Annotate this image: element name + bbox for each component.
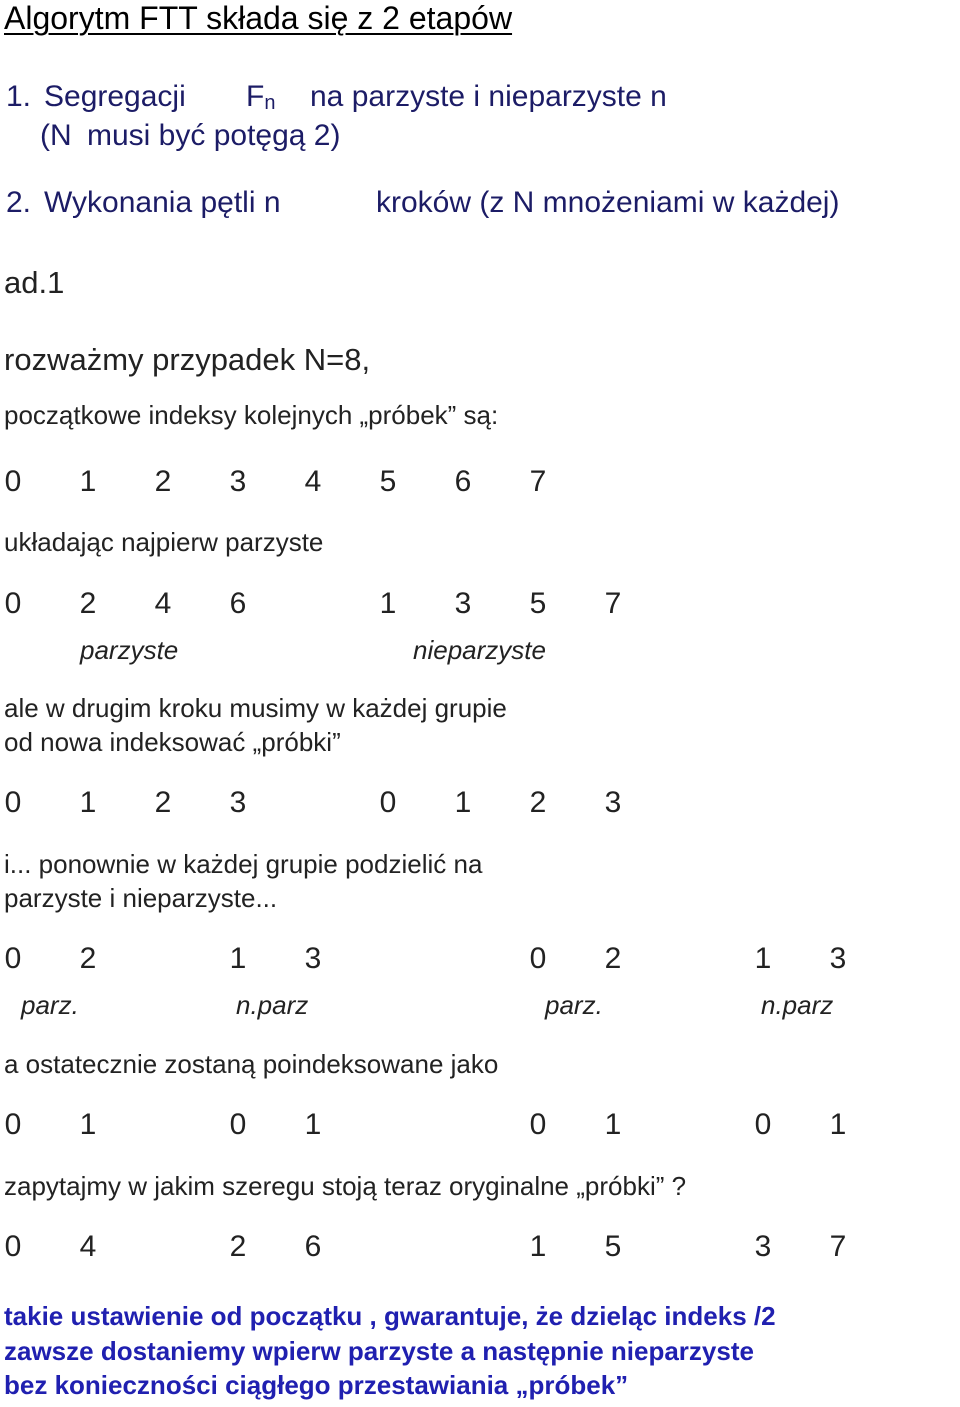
index-cell: 1	[604, 1108, 622, 1141]
index-cell: 3	[229, 786, 247, 819]
step-1-subscript: n	[264, 92, 276, 114]
even-first-text: układając najpierw parzyste	[4, 527, 324, 557]
step-1-note-open: (N	[40, 119, 72, 152]
case-heading: rozważmy przypadek N=8,	[4, 342, 371, 377]
index-cell: 1	[454, 786, 472, 819]
reindex-text-line-2: od nowa indeksować „próbki”	[4, 727, 341, 757]
index-cell: 3	[304, 942, 322, 975]
index-cell: 4	[154, 587, 172, 620]
index-cell: 2	[604, 942, 622, 975]
label-odd: nieparzyste	[413, 635, 546, 665]
index-cell: 5	[529, 587, 547, 620]
reindex-text-line-1: ale w drugim kroku musimy w każdej grupie	[4, 693, 507, 723]
index-cell: 1	[379, 587, 397, 620]
index-cell: 0	[4, 465, 22, 498]
index-cell: 1	[529, 1230, 547, 1263]
step-1-label: Segregacji	[44, 80, 186, 113]
index-cell: 1	[79, 465, 97, 498]
index-cell: 6	[454, 465, 472, 498]
step-1-symbol: $F_n$	[246, 80, 276, 114]
index-cell: 0	[529, 1108, 547, 1141]
index-cell: 1	[754, 942, 772, 975]
index-cell: 6	[229, 587, 247, 620]
index-cell: 3	[454, 587, 472, 620]
group-label: n.parz	[761, 990, 834, 1020]
step-2-rest: kroków (z N mnożeniami w każdej)	[376, 186, 840, 219]
step-2-number: 2.	[6, 186, 32, 219]
initial-indices-text: początkowe indeksy kolejnych „próbek” są:	[4, 400, 499, 430]
step-1-number: 1.	[6, 80, 32, 113]
index-cell: 0	[229, 1108, 247, 1141]
conclusion-line-2: zawsze dostaniemy wpierw parzyste a następnie nieparzyste	[4, 1336, 754, 1366]
index-cell: 7	[604, 587, 622, 620]
index-cell: 1	[829, 1108, 847, 1141]
index-cell: 2	[79, 587, 97, 620]
again-text-line-1: i... ponownie w każdej grupie podzielić na	[4, 849, 483, 879]
index-cell: 6	[304, 1230, 322, 1263]
index-cell: 1	[304, 1108, 322, 1141]
index-cell: 2	[529, 786, 547, 819]
index-cell: 2	[154, 465, 172, 498]
index-cell: 0	[529, 942, 547, 975]
step-1-note: musi być potęgą 2)	[87, 119, 341, 152]
index-cell: 0	[4, 1230, 22, 1263]
conclusion-line-3: bez konieczności ciągłego przestawiania „próbek”	[4, 1370, 629, 1400]
index-cell: 7	[829, 1230, 847, 1263]
conclusion-line-1: takie ustawienie od początku , gwarantuje, że dzieląc indeks /2	[4, 1301, 776, 1331]
index-cell: 1	[79, 786, 97, 819]
label-even: parzyste	[80, 635, 179, 665]
question-text: zapytajmy w jakim szeregu stoją teraz oryginalne „próbki” ?	[4, 1171, 687, 1201]
index-cell: 4	[304, 465, 322, 498]
group-label: n.parz	[236, 990, 309, 1020]
index-cell: 2	[229, 1230, 247, 1263]
index-cell: 3	[229, 465, 247, 498]
group-label: parz.	[545, 990, 603, 1020]
index-cell: 5	[604, 1230, 622, 1263]
index-cell: 4	[79, 1230, 97, 1263]
final-text: a ostatecznie zostaną poindeksowane jako	[4, 1049, 499, 1079]
index-cell: 3	[604, 786, 622, 819]
index-cell: 0	[4, 587, 22, 620]
index-cell: 1	[79, 1108, 97, 1141]
index-cell: 2	[79, 942, 97, 975]
index-cell: 5	[379, 465, 397, 498]
group-label: parz.	[21, 990, 79, 1020]
ad-heading: ad.1	[4, 265, 65, 300]
index-cell: 0	[754, 1108, 772, 1141]
index-cell: 1	[229, 942, 247, 975]
index-cell: 7	[529, 465, 547, 498]
again-text-line-2: parzyste i nieparzyste...	[4, 883, 278, 913]
index-cell: 0	[4, 1108, 22, 1141]
step-2-label: Wykonania pętli n	[44, 186, 281, 219]
index-cell: 3	[829, 942, 847, 975]
index-cell: 0	[4, 942, 22, 975]
index-cell: 3	[754, 1230, 772, 1263]
index-cell: 2	[154, 786, 172, 819]
page-title: Algorytm FTT składa się z 2 etapów	[4, 0, 513, 36]
step-1-rest: na parzyste i nieparzyste n	[310, 80, 667, 113]
index-cell: 0	[379, 786, 397, 819]
index-cell: 0	[4, 786, 22, 819]
